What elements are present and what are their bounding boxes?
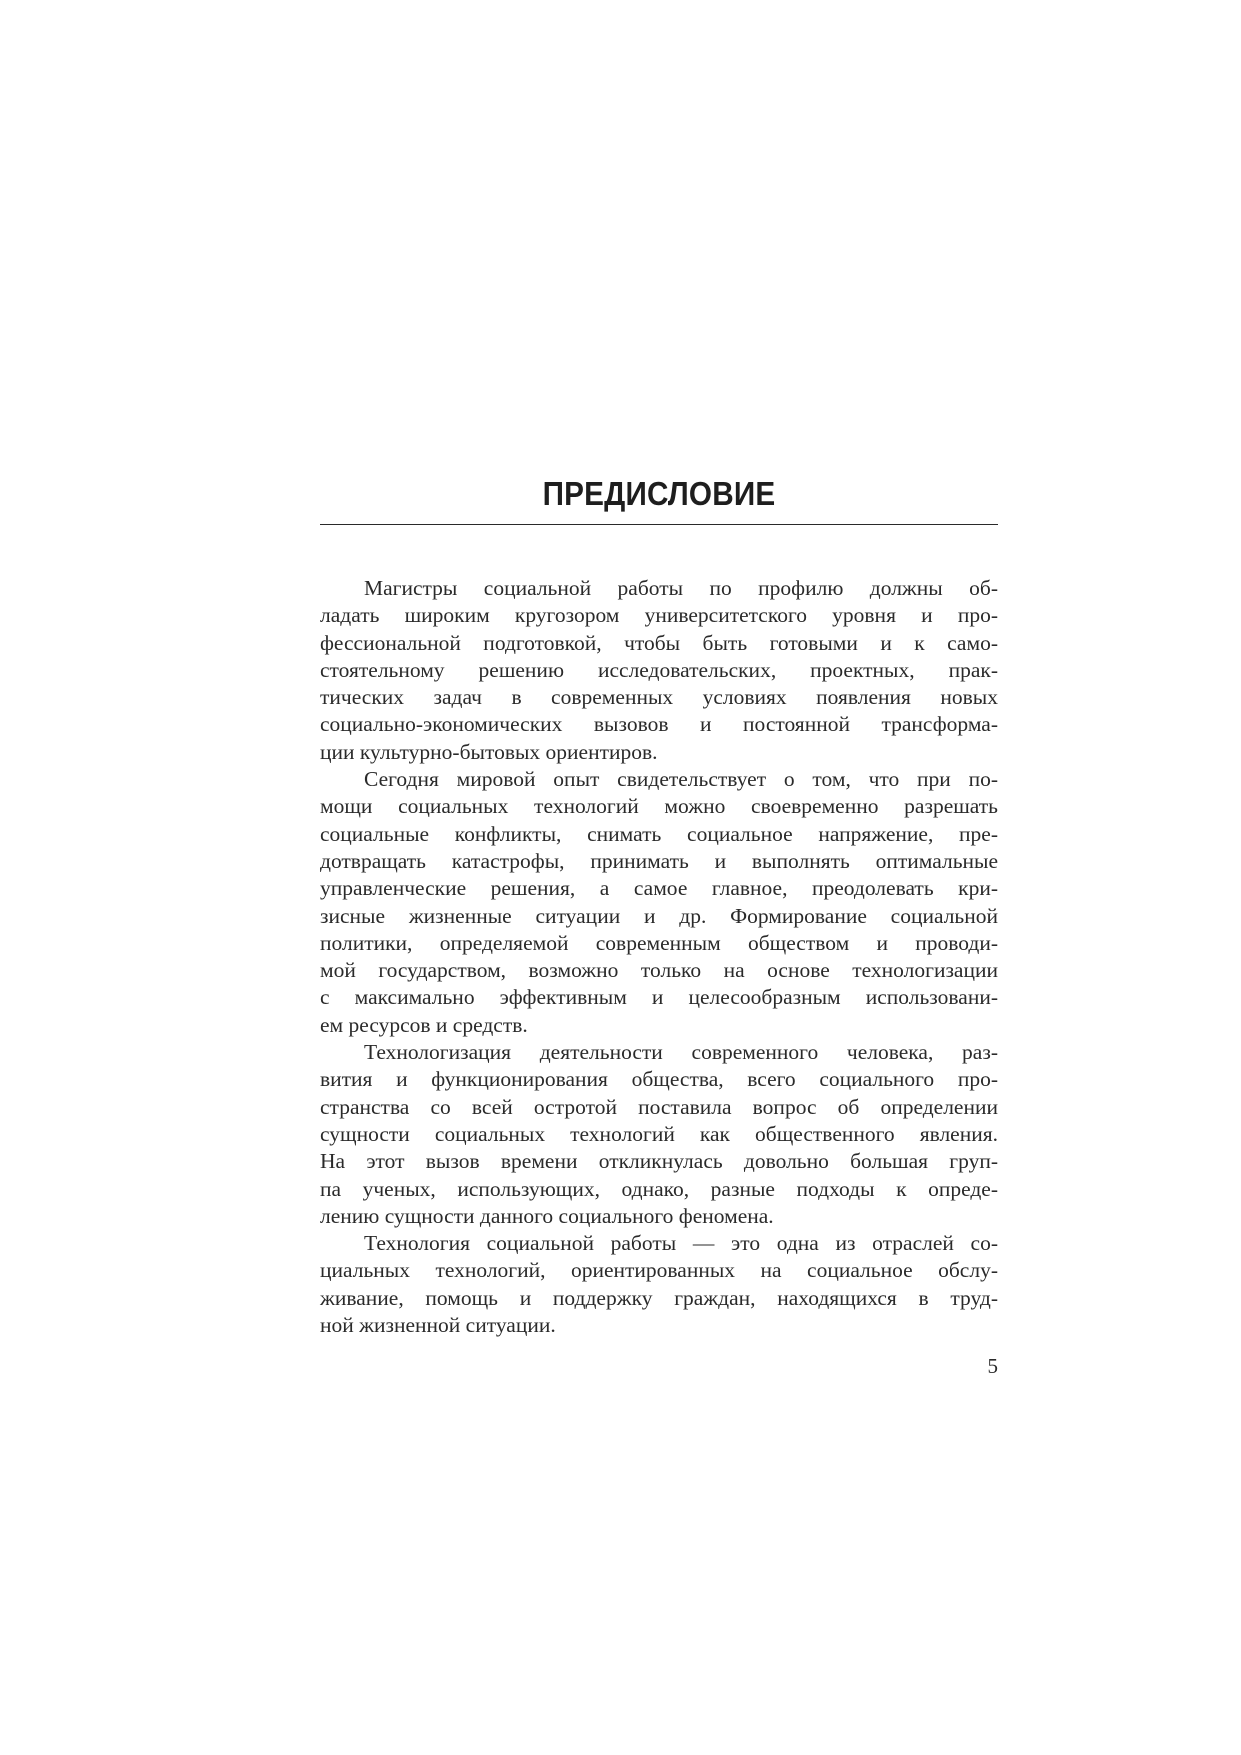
paragraph	[320, 766, 998, 1039]
text-line: управленческие решения, а самое главное, преодолевать кри-	[320, 876, 998, 901]
text-line: фессиональной подготовкой, чтобы быть готовыми и к само-	[320, 630, 998, 655]
text-line: лению сущности данного социального феномена.	[320, 1203, 774, 1228]
text-line: политики, определяемой современным обществом и проводи-	[320, 930, 998, 955]
text-line: мой государством, возможно только на основе технологизации	[320, 958, 998, 983]
text-line: с максимально эффективным и целесообразным использовани-	[320, 985, 998, 1010]
paragraph	[320, 575, 998, 766]
text-line: ции культурно-бытовых ориентиров.	[320, 739, 658, 764]
paragraph	[320, 1039, 998, 1230]
text-line: странства со всей остротой поставила вопрос об определении	[320, 1094, 998, 1119]
text-line: зисные жизненные ситуации и др. Формирование социальной	[320, 903, 998, 928]
text-line: ем ресурсов и средств.	[320, 1012, 528, 1037]
text-line: ной жизненной ситуации.	[320, 1313, 556, 1338]
page-title: ПРЕДИСЛОВИЕ	[542, 475, 776, 512]
text-line: ладать широким кругозором университетского уровня и про-	[320, 603, 998, 628]
text-line: Сегодня мировой опыт свидетельствует о том, что при по-	[364, 767, 998, 792]
text-line: социально-экономических вызовов и постоянной трансформа-	[320, 712, 998, 737]
text-line: мощи социальных технологий можно своевременно разрешать	[320, 794, 998, 819]
text-line: стоятельному решению исследовательских, проектных, прак-	[320, 657, 998, 682]
paragraph	[320, 1230, 998, 1339]
text-line: живание, помощь и поддержку граждан, находящихся в труд-	[320, 1285, 998, 1310]
title-rule	[320, 524, 998, 525]
text-line: тических задач в современных условиях появления новых	[320, 685, 998, 710]
text-line: Магистры социальной работы по профилю должны об-	[364, 576, 998, 600]
body-text	[320, 575, 998, 1339]
text-line: дотвращать катастрофы, принимать и выполнять оптимальные	[320, 848, 998, 873]
text-line: па ученых, использующих, однако, разные подходы к опреде-	[320, 1176, 998, 1201]
text-line: социальные конфликты, снимать социальное напряжение, пре-	[320, 821, 998, 846]
text-line: Технологизация деятельности современного человека, раз-	[364, 1040, 998, 1065]
text-line: Технология социальной работы — это одна из отраслей со-	[364, 1231, 998, 1256]
text-line: На этот вызов времени откликнулась довольно большая груп-	[320, 1149, 998, 1174]
page-number: 5	[987, 1354, 998, 1378]
text-line: сущности социальных технологий как общественного явления.	[320, 1121, 998, 1146]
text-line: вития и функционирования общества, всего социального про-	[320, 1067, 998, 1092]
text-line: циальных технологий, ориентированных на социальное обслу-	[320, 1258, 998, 1283]
